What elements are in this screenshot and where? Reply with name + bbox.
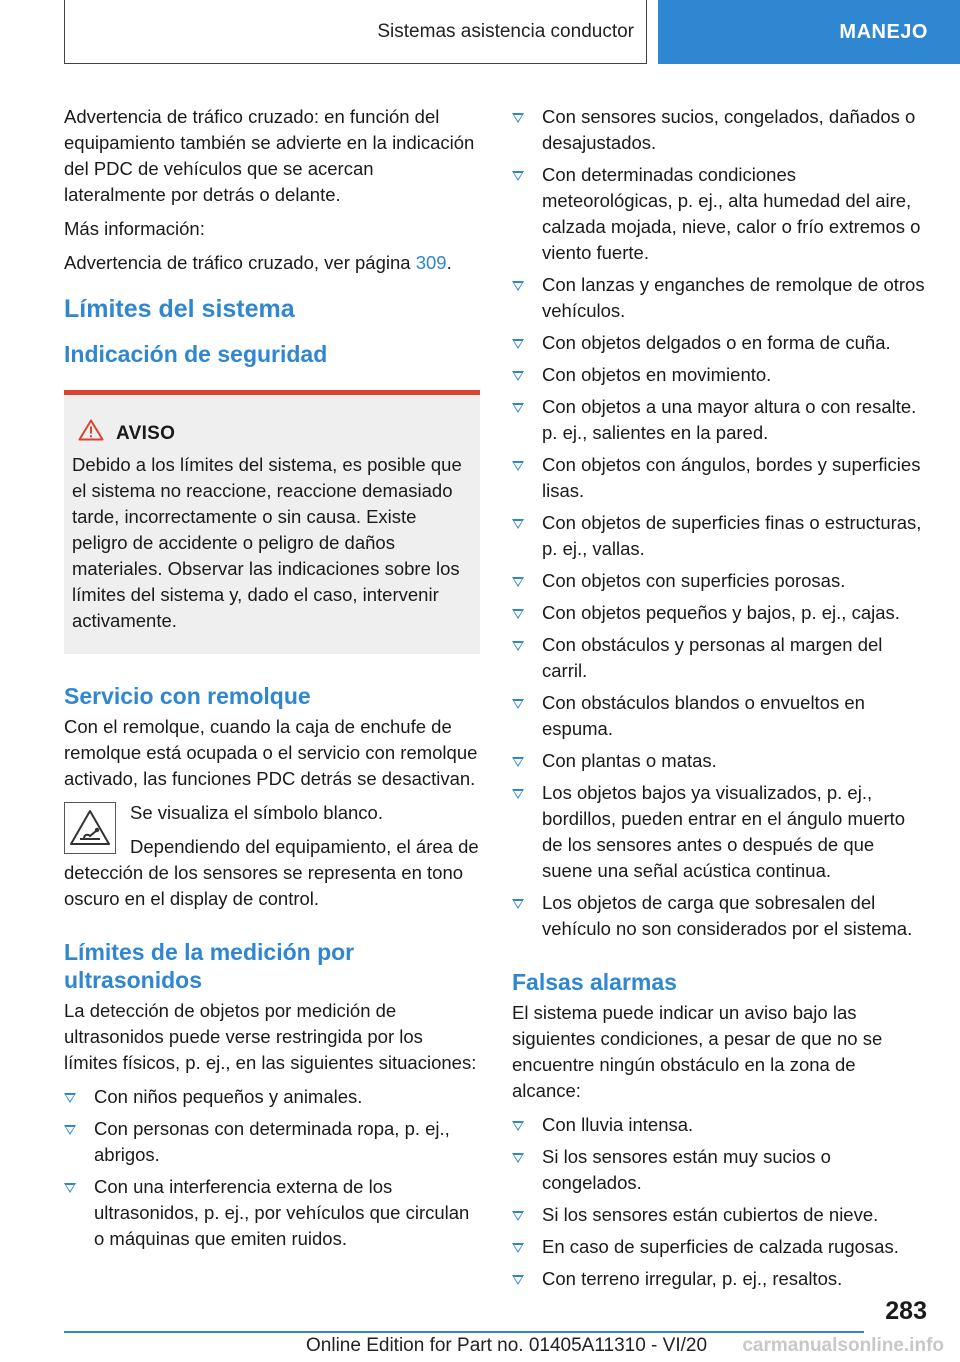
header-section bbox=[64, 0, 647, 64]
bullet-triangle-icon bbox=[512, 113, 524, 123]
bullet-triangle-icon bbox=[512, 461, 524, 471]
header-chapter bbox=[658, 0, 960, 64]
bullet-triangle-icon bbox=[64, 1093, 76, 1103]
list-item: Con una interferencia externa de los ultrasonidos, p. ej., por vehículos que circulan o máquinas que emiten ruidos. bbox=[64, 1174, 480, 1252]
warning-header bbox=[78, 419, 472, 448]
list-item: Con niños pequeños y animales. bbox=[64, 1084, 480, 1110]
bullet-triangle-icon bbox=[512, 1243, 524, 1253]
bullet-triangle-icon bbox=[512, 371, 524, 381]
list-item: Con lanzas y enganches de remolque de otros vehículos. bbox=[512, 272, 928, 324]
list-item: Con objetos pequeños y bajos, p. ej., cajas. bbox=[512, 600, 928, 626]
bullet-triangle-icon bbox=[512, 609, 524, 619]
bullet-triangle-icon bbox=[512, 281, 524, 291]
bullet-triangle-icon bbox=[64, 1183, 76, 1193]
symbol-description-2: Dependiendo del equipamiento, el área de detección de los sensores se representa en tono oscuro en el display de control. bbox=[64, 836, 479, 909]
trailer-symbol-block bbox=[64, 800, 480, 912]
heading-system-limits: Límites del sistema bbox=[64, 295, 295, 323]
cross-ref-text: Advertencia de tráfico cruzado, ver página bbox=[64, 252, 416, 273]
heading-trailer-mode: Servicio con remolque bbox=[64, 683, 311, 709]
header-chapter-title: MANEJO bbox=[839, 20, 928, 43]
list-item: Si los sensores están muy sucios o congelados. bbox=[512, 1144, 928, 1196]
list-item: Con sensores sucios, congelados, dañados o desajustados. bbox=[512, 104, 928, 156]
trailer-paragraph: Con el remolque, cuando la caja de enchufe de remolque está ocupada o el servicio con remolque activado, las funciones PDC detrás se desactivan. bbox=[64, 716, 478, 789]
list-item: Con obstáculos blandos o envueltos en espuma. bbox=[512, 690, 928, 742]
ultrasound-list bbox=[64, 1084, 480, 1252]
warning-title: AVISO bbox=[116, 422, 176, 444]
list-item: Con personas con determinada ropa, p. ej., abrigos. bbox=[64, 1116, 480, 1168]
bullet-triangle-icon bbox=[512, 789, 524, 799]
bullet-triangle-icon bbox=[512, 699, 524, 709]
bullet-triangle-icon bbox=[512, 757, 524, 767]
false-alarms-paragraph: El sistema puede indicar un aviso bajo las siguientes condiciones, a pesar de que no se encuentre ningún obstáculo en la zona de alcance: bbox=[512, 1002, 883, 1101]
list-item: Con plantas o matas. bbox=[512, 748, 928, 774]
list-item: Con objetos a una mayor altura o con resalte. p. ej., salientes en la pared. bbox=[512, 394, 928, 446]
symbol-description-1: Se visualiza el símbolo blanco. bbox=[130, 802, 383, 823]
list-item: Con objetos delgados o en forma de cuña. bbox=[512, 330, 928, 356]
false-alarms-list bbox=[512, 1112, 928, 1292]
bullet-triangle-icon bbox=[512, 1211, 524, 1221]
cross-ref-paragraph bbox=[64, 250, 480, 276]
bullet-triangle-icon bbox=[512, 171, 524, 181]
list-item: Con determinadas condiciones meteorológicas, p. ej., alta humedad del aire, calzada mojada, nieve, calor o frío extremos o viento fuerte. bbox=[512, 162, 928, 266]
bullet-triangle-icon bbox=[512, 519, 524, 529]
heading-false-alarms: Falsas alarmas bbox=[512, 969, 677, 995]
list-item: Con objetos con superficies porosas. bbox=[512, 568, 928, 594]
bullet-triangle-icon bbox=[512, 1153, 524, 1163]
warning-text: Debido a los límites del sistema, es posible que el sistema no reaccione, reaccione demasiado tarde, incorrectamente o sin causa. Existe peligro de accidente o peligro de daños materiales. Observar las indicaciones sobre los límites del sistema y, dado el caso, intervenir activamente. bbox=[72, 454, 462, 631]
bullet-triangle-icon bbox=[64, 1125, 76, 1135]
list-item: Si los sensores están cubiertos de nieve. bbox=[512, 1202, 928, 1228]
list-item: Con objetos de superficies finas o estructuras, p. ej., vallas. bbox=[512, 510, 928, 562]
footer-divider bbox=[64, 1331, 864, 1333]
intro-paragraph: Advertencia de tráfico cruzado: en función del equipamiento también se advierte en la indicación del PDC de vehículos que se acercan lateralmente por detrás o delante. bbox=[64, 106, 475, 205]
bullet-triangle-icon bbox=[512, 1275, 524, 1285]
left-column bbox=[64, 104, 480, 1260]
heading-ultrasound-limits: Límites de la medición por ultrasonidos bbox=[64, 939, 355, 993]
cross-ref-end: . bbox=[446, 252, 452, 273]
list-item: Con terreno irregular, p. ej., resaltos. bbox=[512, 1266, 928, 1292]
watermark: carmanualsonline.info bbox=[742, 1335, 944, 1356]
page-link-309[interactable]: 309 bbox=[415, 252, 447, 273]
list-item: Los objetos bajos ya visualizados, p. ej., bordillos, pueden entrar en el ángulo muerto de los sensores antes o después de que suene una señal acústica continua. bbox=[512, 780, 928, 884]
right-column bbox=[512, 104, 928, 1300]
page-number: 283 bbox=[885, 1297, 927, 1325]
list-item: Con objetos en movimiento. bbox=[512, 362, 928, 388]
list-item: Con lluvia intensa. bbox=[512, 1112, 928, 1138]
heading-safety-note: Indicación de seguridad bbox=[64, 341, 328, 367]
header-section-title: Sistemas asistencia conductor bbox=[377, 20, 634, 42]
footer-edition: Online Edition for Part no. 01405A11310 - VI/20 bbox=[306, 1335, 708, 1356]
bullet-triangle-icon bbox=[512, 577, 524, 587]
bullet-triangle-icon bbox=[512, 899, 524, 909]
bullet-triangle-icon bbox=[512, 641, 524, 651]
conditions-list bbox=[512, 104, 928, 942]
bullet-triangle-icon bbox=[512, 339, 524, 349]
warning-triangle-icon bbox=[78, 419, 104, 448]
bullet-triangle-icon bbox=[512, 1121, 524, 1131]
list-item: Con objetos con ángulos, bordes y superficies lisas. bbox=[512, 452, 928, 504]
list-item: Con obstáculos y personas al margen del carril. bbox=[512, 632, 928, 684]
ultrasound-paragraph: La detección de objetos por medición de ultrasonidos puede verse restringida por los límites físicos, p. ej., en las siguientes situaciones: bbox=[64, 1000, 477, 1073]
trailer-symbol-icon bbox=[64, 802, 116, 854]
warning-box bbox=[64, 390, 480, 654]
list-item: En caso de superficies de calzada rugosas. bbox=[512, 1234, 928, 1260]
list-item: Los objetos de carga que sobresalen del vehículo no son considerados por el sistema. bbox=[512, 890, 928, 942]
more-info-label: Más información: bbox=[64, 218, 205, 239]
bullet-triangle-icon bbox=[512, 403, 524, 413]
